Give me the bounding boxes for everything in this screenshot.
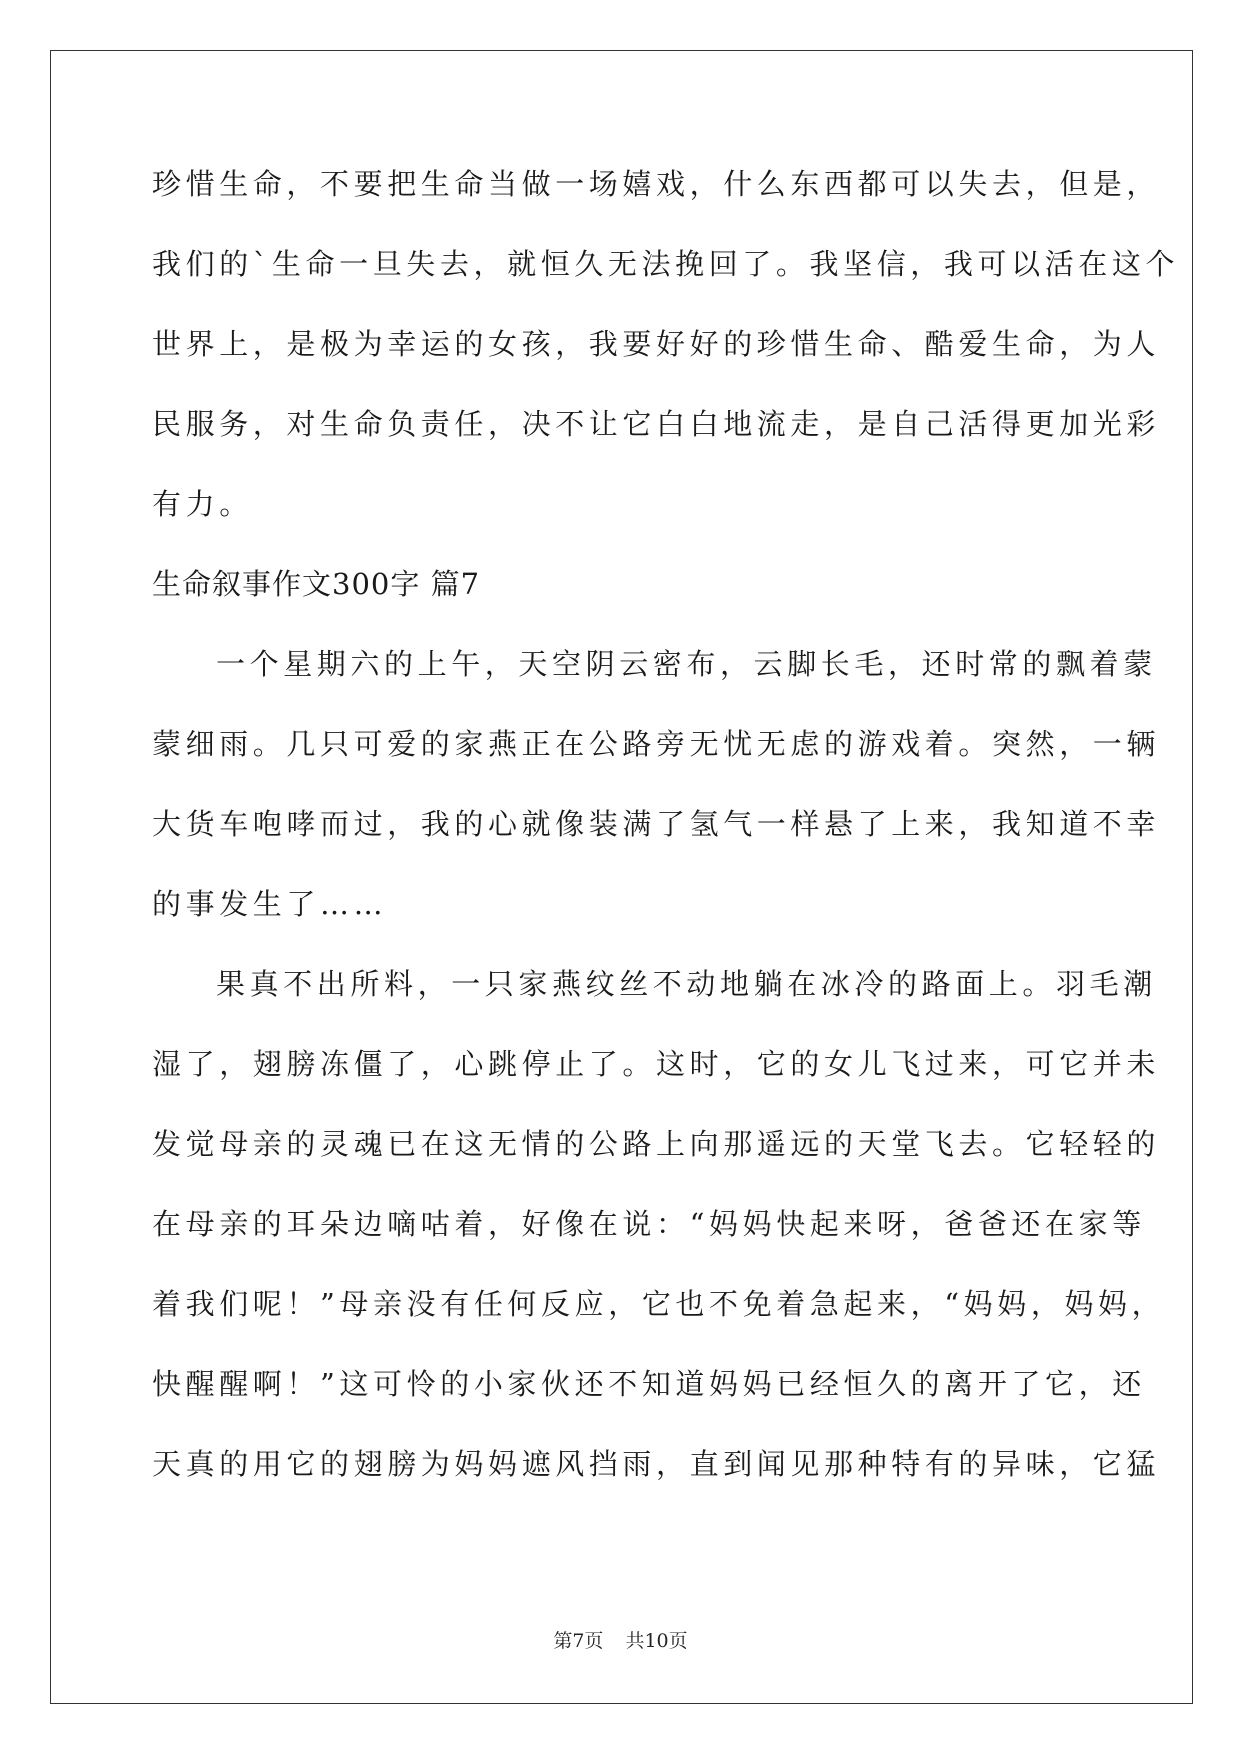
text-line: 民服务，对生命负责任，决不让它白白地流走，是自己活得更加光彩: [152, 407, 1161, 441]
text-line: 发觉母亲的灵魂已在这无情的公路上向那遥远的天堂飞去。它轻轻的: [152, 1127, 1161, 1161]
page-number: 第7页: [553, 1630, 604, 1652]
text-line: 在母亲的耳朵边嘀咕着，好像在说：“妈妈快起来呀，爸爸还在家等: [152, 1207, 1146, 1241]
text-line: 大货车咆哮而过，我的心就像装满了氢气一样悬了上来，我知道不幸: [152, 807, 1161, 841]
text-line: 珍惜生命，不要把生命当做一场嬉戏，什么东西都可以失去，但是，: [152, 167, 1161, 201]
text-line: 一个星期六的上午，天空阴云密布，云脚长毛，还时常的飘着蒙: [216, 647, 1157, 681]
paragraph-2: [152, 624, 1161, 944]
page-footer: [0, 1629, 1241, 1653]
text-line: 的事发生了……: [152, 887, 388, 921]
text-line: 蒙细雨。几只可爱的家燕正在公路旁无忧无虑的游戏着。突然，一辆: [152, 727, 1161, 761]
text-line: 世界上，是极为幸运的女孩，我要好好的珍惜生命、酷爱生命，为人: [152, 327, 1161, 361]
text-line: 天真的用它的翅膀为妈妈遮风挡雨，直到闻见那种特有的异味，它猛: [152, 1447, 1161, 1481]
section-heading: 生命叙事作文300字 篇7: [152, 567, 481, 601]
section-heading-block: [152, 544, 1092, 624]
paragraph-continuation: [152, 144, 1180, 544]
text-line: 湿了，翅膀冻僵了，心跳停止了。这时，它的女儿飞过来，可它并未: [152, 1047, 1161, 1081]
text-line: 我们的`生命一旦失去，就恒久无法挽回了。我坚信，我可以活在这个: [152, 247, 1180, 281]
text-line: 快醒醒啊！”这可怜的小家伙还不知道妈妈已经恒久的离开了它，还: [152, 1367, 1146, 1401]
text-line: 着我们呢！”母亲没有任何反应，它也不免着急起来，“妈妈，妈妈，: [152, 1287, 1166, 1321]
paragraph-3: [152, 944, 1166, 1504]
text-line: 果真不出所料，一只家燕纹丝不动地躺在冰冷的路面上。羽毛潮: [216, 967, 1157, 1001]
page-total: 共10页: [625, 1630, 688, 1652]
text-line: 有力。: [152, 487, 253, 521]
